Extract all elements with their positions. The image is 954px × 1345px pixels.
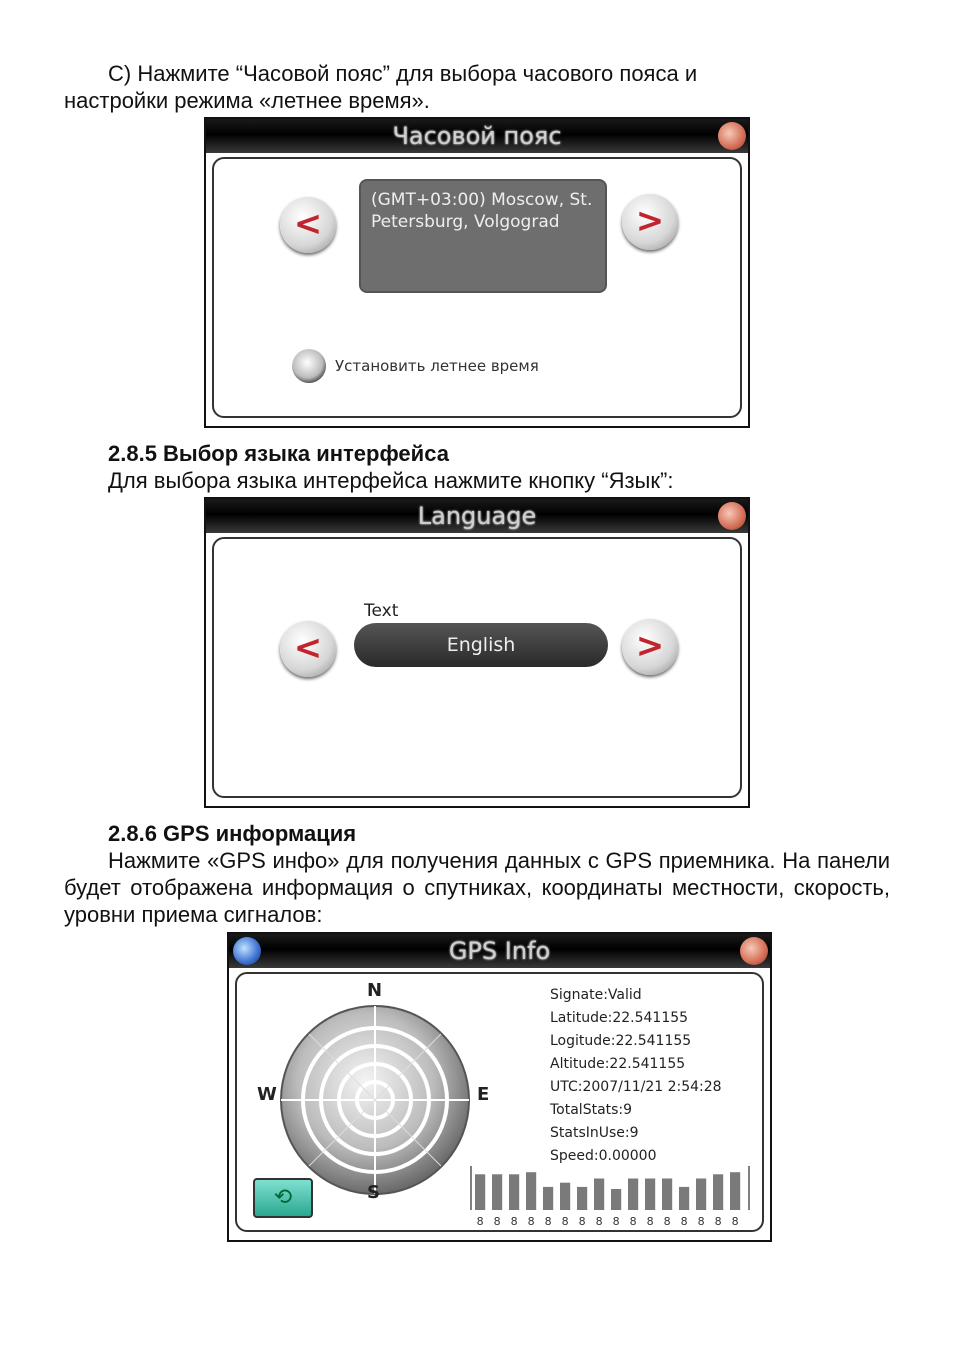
daylight-saving-checkbox[interactable] bbox=[292, 349, 326, 383]
refresh-button[interactable]: ⟲ bbox=[253, 1178, 313, 1218]
satellite-label: 8 bbox=[612, 1215, 620, 1228]
gps-altitude: Altitude:22.541155 bbox=[550, 1056, 686, 1072]
signal-bar bbox=[526, 1172, 536, 1210]
signal-bar bbox=[560, 1183, 570, 1210]
signal-bar bbox=[509, 1174, 519, 1210]
compass-north: N bbox=[367, 980, 383, 1001]
compass-dial bbox=[277, 1002, 473, 1198]
signal-bar bbox=[645, 1179, 655, 1211]
signal-bar bbox=[543, 1187, 553, 1210]
section-c-line2: настройки режима «летнее время». bbox=[64, 88, 430, 113]
gps-screenshot bbox=[227, 932, 772, 1242]
language-field-label: Text bbox=[364, 601, 399, 621]
timezone-value: (GMT+03:00) Moscow, St. Petersburg, Volgograd bbox=[359, 179, 607, 293]
close-orb-icon[interactable] bbox=[740, 937, 768, 965]
daylight-saving-label: Установить летнее время bbox=[335, 357, 539, 375]
signal-bar bbox=[628, 1179, 638, 1211]
language-panel bbox=[212, 537, 742, 798]
satellite-label: 8 bbox=[510, 1215, 518, 1228]
signal-bar bbox=[679, 1187, 689, 1210]
section-286-text: Нажмите «GPS инфо» для получения данных с GPS приемника. На панели будет отображена информация о спутниках, координаты местности, скорость, уровни приема сигналов: bbox=[64, 848, 890, 927]
gps-signal-status: Signate:Valid bbox=[550, 987, 642, 1003]
close-orb-icon[interactable] bbox=[718, 122, 746, 150]
satellite-label: 8 bbox=[561, 1215, 569, 1228]
next-timezone-button[interactable]: > bbox=[622, 194, 678, 250]
gps-speed: Speed:0.00000 bbox=[550, 1148, 657, 1164]
close-orb-icon[interactable] bbox=[718, 502, 746, 530]
language-value: English bbox=[354, 623, 608, 667]
globe-icon[interactable] bbox=[233, 937, 261, 965]
satellite-label: 8 bbox=[646, 1215, 654, 1228]
signal-bar bbox=[475, 1174, 485, 1210]
signal-bar bbox=[611, 1189, 621, 1210]
section-286-heading: 2.8.6 GPS информация bbox=[108, 821, 357, 846]
section-c-line1: С) Нажмите “Часовой пояс” для выбора часового пояса и bbox=[108, 61, 698, 86]
gps-info-list bbox=[550, 984, 722, 1168]
satellite-label: 8 bbox=[697, 1215, 705, 1228]
satellite-label: 8 bbox=[493, 1215, 501, 1228]
satellite-label: 8 bbox=[680, 1215, 688, 1228]
timezone-screenshot bbox=[204, 117, 750, 428]
satellite-label: 8 bbox=[578, 1215, 586, 1228]
prev-timezone-button[interactable]: < bbox=[280, 197, 336, 253]
gps-title: GPS Info bbox=[448, 937, 551, 965]
satellite-label: 8 bbox=[544, 1215, 552, 1228]
section-285-heading: 2.8.5 Выбор языка интерфейса bbox=[108, 441, 449, 466]
gps-title-bar bbox=[229, 934, 770, 968]
timezone-panel bbox=[212, 157, 742, 418]
language-title-bar bbox=[206, 499, 748, 533]
section-285-text: Для выбора языка интерфейса нажмите кнопку “Язык”: bbox=[108, 468, 674, 493]
signal-bar bbox=[662, 1179, 672, 1211]
timezone-title: Часовой пояс bbox=[392, 122, 562, 150]
next-language-button[interactable]: > bbox=[622, 619, 678, 675]
language-title: Language bbox=[417, 502, 537, 530]
gps-longitude: Logitude:22.541155 bbox=[550, 1033, 692, 1049]
satellite-label: 8 bbox=[629, 1215, 637, 1228]
language-screenshot bbox=[204, 497, 750, 808]
satellite-label: 8 bbox=[663, 1215, 671, 1228]
satellite-label: 8 bbox=[731, 1215, 739, 1228]
compass-west: W bbox=[257, 1084, 277, 1105]
signal-level-chart bbox=[469, 1164, 755, 1230]
signal-bar bbox=[696, 1179, 706, 1211]
satellite-label: 8 bbox=[595, 1215, 603, 1228]
signal-bar bbox=[713, 1174, 723, 1210]
signal-bar bbox=[492, 1174, 502, 1210]
gps-latitude: Latitude:22.541155 bbox=[550, 1010, 689, 1026]
gps-sats-in-use: StatsInUse:9 bbox=[550, 1125, 639, 1141]
prev-language-button[interactable]: < bbox=[280, 621, 336, 677]
gps-utc: UTC:2007/11/21 2:54:28 bbox=[550, 1079, 722, 1095]
timezone-title-bar bbox=[206, 119, 748, 153]
gps-panel bbox=[235, 972, 764, 1232]
satellite-label: 8 bbox=[527, 1215, 535, 1228]
compass-east: E bbox=[477, 1084, 490, 1105]
signal-bar bbox=[577, 1187, 587, 1210]
signal-bar bbox=[594, 1179, 604, 1211]
signal-bar bbox=[730, 1172, 740, 1210]
gps-total-sats: TotalStats:9 bbox=[550, 1102, 633, 1118]
compass-south: S bbox=[367, 1182, 380, 1203]
satellite-label: 8 bbox=[714, 1215, 722, 1228]
satellite-label: 8 bbox=[476, 1215, 484, 1228]
